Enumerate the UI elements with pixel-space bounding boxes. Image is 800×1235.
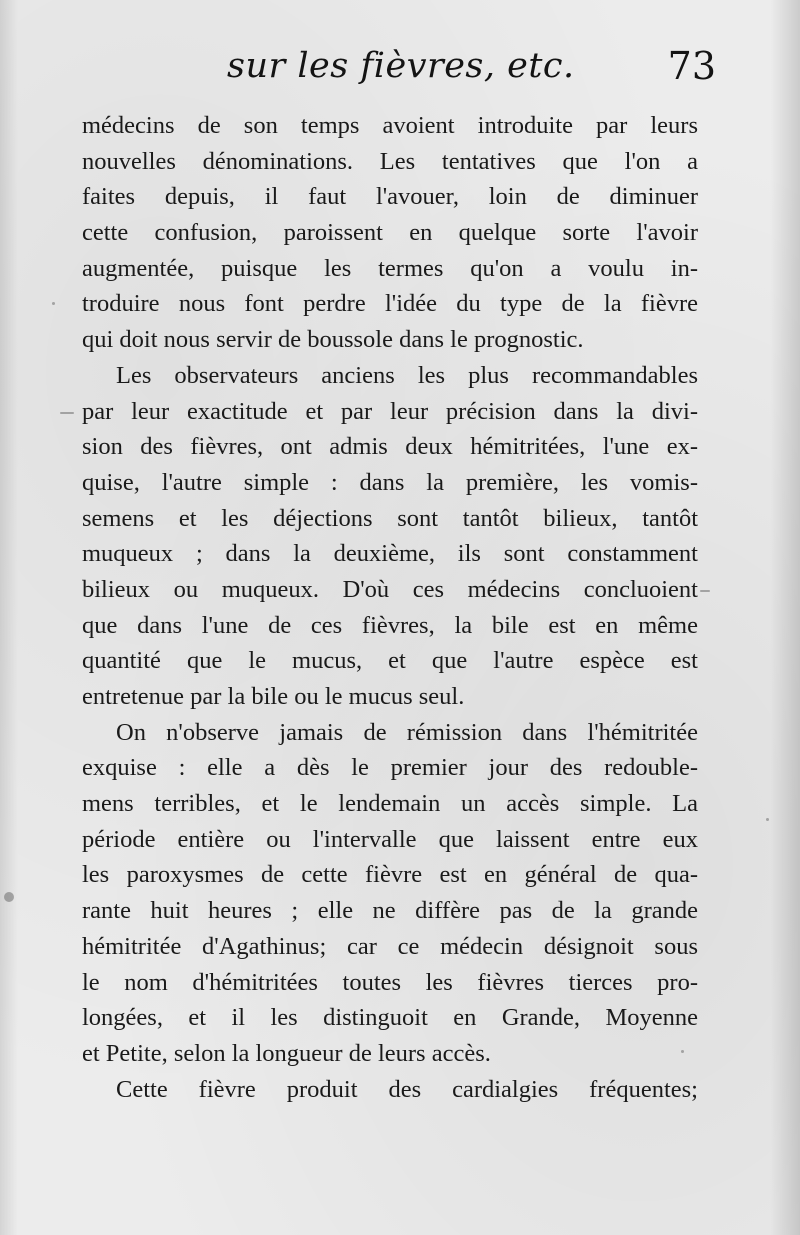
text-line: exquise : elle a dès le premier jour des redouble- bbox=[82, 754, 698, 782]
paper-speck bbox=[60, 412, 74, 414]
text-line: faites depuis, il faut l'avouer, loin de diminuer bbox=[82, 183, 698, 211]
text-line: longées, et il les distinguoit en Grande, Moyenne bbox=[82, 1004, 698, 1032]
text-line: bilieux ou muqueux. D'où ces médecins concluoient bbox=[82, 575, 698, 603]
text-line: hémitritée d'Agathinus; car ce médecin désignoit sous bbox=[82, 932, 698, 960]
text-line: que dans l'une de ces fièvres, la bile est en même bbox=[82, 611, 698, 639]
text-line: On n'observe jamais de rémission dans l'hémitritée bbox=[116, 718, 698, 746]
paper-speck bbox=[766, 818, 769, 821]
text-line: et Petite, selon la longueur de leurs accès. bbox=[82, 1039, 491, 1067]
text-line: le nom d'hémitritées toutes les fièvres tierces pro- bbox=[82, 968, 698, 996]
text-line: Cette fièvre produit des cardialgies fréquentes; bbox=[116, 1075, 698, 1103]
text-line: rante huit heures ; elle ne diffère pas de la grande bbox=[82, 897, 698, 925]
paper-speck bbox=[52, 302, 55, 305]
text-line: les paroxysmes de cette fièvre est en général de qua- bbox=[82, 861, 698, 889]
text-line: nouvelles dénominations. Les tentatives que l'on a bbox=[82, 147, 698, 175]
text-line: sion des fièvres, ont admis deux hémitritées, l'une ex- bbox=[82, 433, 698, 461]
page-number: 73 bbox=[667, 44, 716, 88]
running-title: sur les fièvres, etc. bbox=[227, 46, 575, 86]
text-line: entretenue par la bile ou le mucus seul. bbox=[82, 683, 465, 710]
text-line: Les observateurs anciens les plus recommandables bbox=[116, 361, 698, 389]
text-line: mens terribles, et le lendemain un accès simple. La bbox=[82, 790, 698, 818]
text-line: muqueux ; dans la deuxième, ils sont constamment bbox=[82, 540, 698, 568]
text-line: semens et les déjections sont tantôt bilieux, tantôt bbox=[82, 504, 698, 532]
running-head bbox=[82, 46, 722, 96]
text-line: période entière ou l'intervalle que laissent entre eux bbox=[82, 825, 698, 853]
paper-speck bbox=[700, 590, 710, 592]
paper-speck bbox=[681, 1050, 684, 1053]
text-line: quise, l'autre simple : dans la première, les vomis- bbox=[82, 468, 698, 496]
text-line: médecins de son temps avoient introduite par leurs bbox=[82, 112, 698, 139]
text-line: cette confusion, paroissent en quelque sorte l'avoir bbox=[82, 219, 698, 247]
text-line: augmentée, puisque les termes qu'on a voulu in- bbox=[82, 254, 698, 282]
paper-speck bbox=[4, 892, 14, 902]
text-line: quantité que le mucus, et que l'autre espèce est bbox=[82, 647, 698, 675]
text-line: par leur exactitude et par leur précision dans la divi- bbox=[82, 397, 698, 425]
text-line: troduire nous font perdre l'idée du type de la fièvre bbox=[82, 290, 698, 318]
body-text bbox=[82, 108, 698, 1107]
text-line: qui doit nous servir de boussole dans le prognostic. bbox=[82, 326, 584, 354]
